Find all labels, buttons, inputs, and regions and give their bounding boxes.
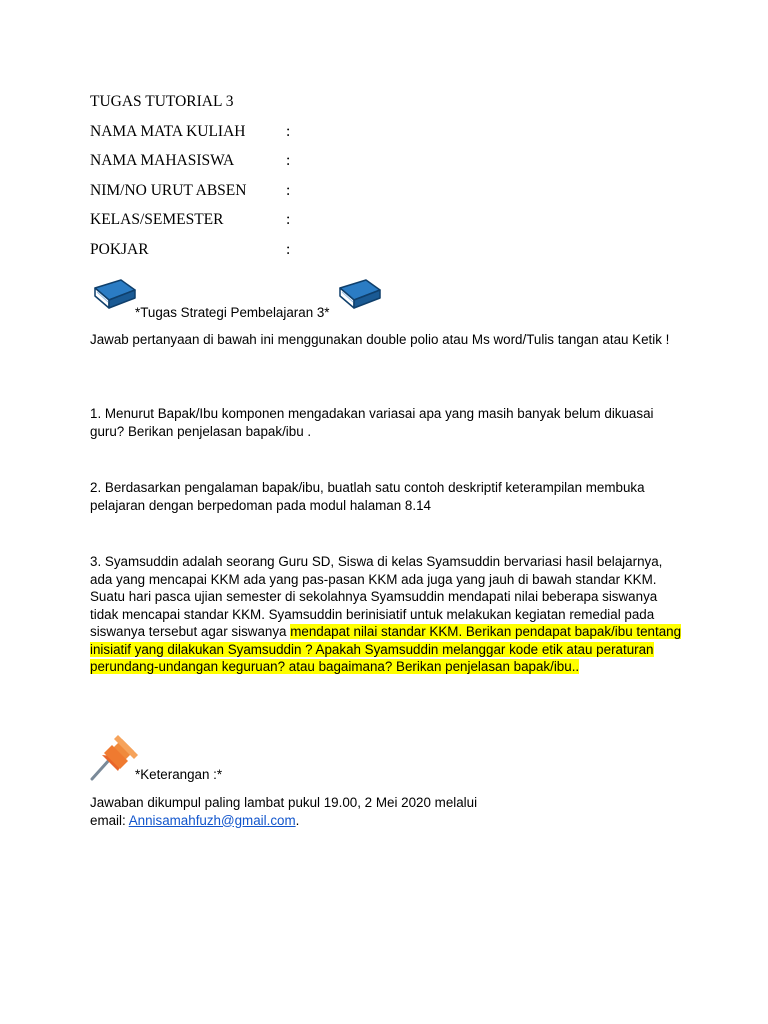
email-suffix: . [295,812,300,828]
book-icon [91,278,137,310]
note-heading: *Keterangan :* [135,767,223,782]
question-2: 2. Berdasarkan pengalaman bapak/ibu, buatlah satu contoh deskriptif keterampilan membuka pelajaran dengan berpedoman pada modul halaman 8.14 [90,480,645,513]
question-3 [90,553,682,676]
field-colon: : [286,182,291,199]
field-colon: : [286,152,291,169]
field-label: NAMA MAHASISWA [90,152,235,169]
document-title: TUGAS TUTORIAL 3 [90,93,234,110]
email-link[interactable]: Annisamahfuzh@gmail.com [128,812,296,828]
pushpin-icon [88,731,140,783]
note-line-1: Jawaban dikumpul paling lambat pukul 19.00, 2 Mei 2020 melalui [90,795,478,810]
field-nama-mahasiswa [90,152,410,172]
question-3-text: 3. Syamsuddin adalah seorang Guru SD, Siswa di kelas Syamsuddin bervariasi hasil belajarnya, ada yang mencapai KKM ada yang pas-pasan KKM ada juga yang jauh di bawah standar KKM. Suatu hari pasca ujian semester di sekolahnya Syamsuddin mendapati nilai beberapa siswanya tidak mencapai standar KKM. Syamsuddin berinisiatif untuk melakukan kegiatan remedial pada siswanya tersebut agar siswanya [90,554,663,639]
field-pokjar [90,241,410,261]
field-colon: : [286,241,291,258]
question-3-highlighted-text: mendapat nilai standar KKM. Berikan pendapat bapak/ibu tentang inisiatif yang dilakukan Syamsuddin ? Apakah Syamsuddin melanggar kode etik atau peraturan perundang-undangan keguruan? atau bagaimana? Berikan penjelasan bapak/ibu.. [90,624,682,674]
field-colon: : [286,123,291,140]
section-heading: *Tugas Strategi Pembelajaran 3* [135,305,330,320]
field-kelas-semester [90,211,410,231]
field-label: POKJAR [90,241,149,258]
instruction-text: Jawab pertanyaan di bawah ini menggunakan double polio atau Ms word/Tulis tangan atau Ketik ! [90,332,670,347]
field-label: KELAS/SEMESTER [90,211,224,228]
field-label: NIM/NO URUT ABSEN [90,182,247,199]
field-nim [90,182,410,202]
book-icon [336,278,382,310]
email-prefix: email: [90,812,129,828]
field-colon: : [286,211,291,228]
question-1: 1. Menurut Bapak/Ibu komponen mengadakan variasai apa yang masih banyak belum dikuasai guru? Berikan penjelasan bapak/ibu . [90,406,654,439]
field-label: NAMA MATA KULIAH [90,123,246,140]
field-nama-mata-kuliah [90,123,410,143]
note-text [90,794,682,829]
